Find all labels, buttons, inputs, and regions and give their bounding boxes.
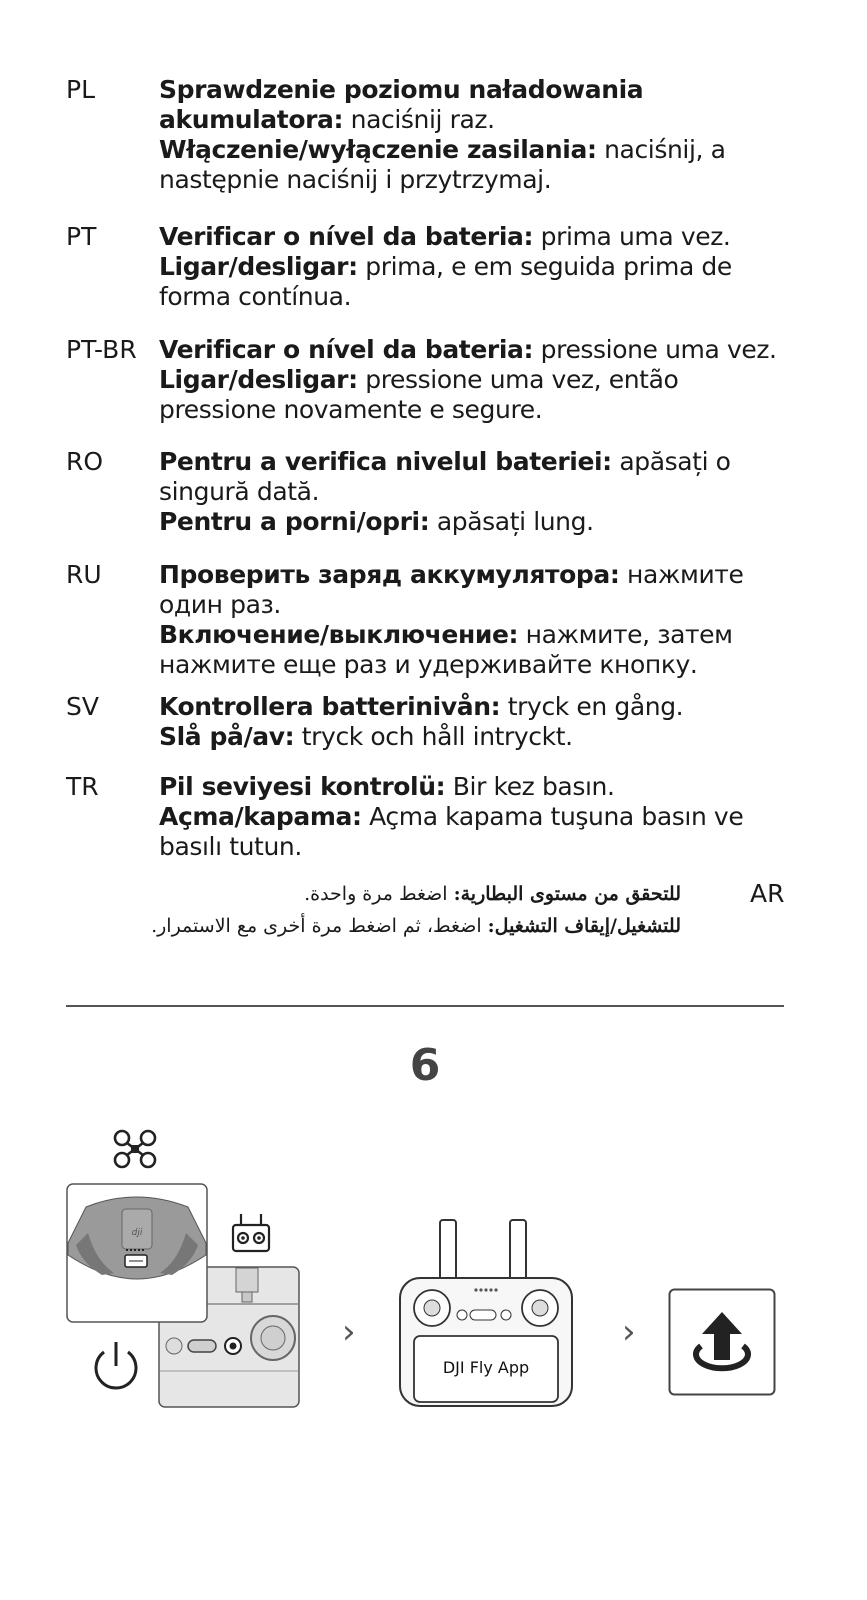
remote-controller-icon xyxy=(230,1212,272,1254)
language-code: SV xyxy=(66,692,99,721)
language-code: RO xyxy=(66,447,104,476)
entry-body: Pentru a verifica nivelul bateriei: apăsați o singură dată. Pentru a porni/opri: apăsați lung. xyxy=(159,447,731,536)
power-icon xyxy=(90,1338,142,1394)
language-code: PL xyxy=(66,75,96,104)
entry-body: Kontrollera batterinivån: tryck en gång. Slå på/av: tryck och håll intryckt. xyxy=(159,692,684,751)
chevron-right-icon: › xyxy=(622,1312,636,1352)
entry-body: Sprawdzenie poziomu naładowania akumulatora: naciśnij raz. Włączenie/wyłączenie zasilania: naciśnij, a następnie naciśnij i przytrzymaj. xyxy=(159,75,726,194)
entry-body: Pil seviyesi kontrolü: Bir kez basın. Açma/kapama: Açma kapama tuşuna basın ve basılı tutun. xyxy=(159,772,744,861)
drone-closeup xyxy=(66,1183,208,1323)
language-code: TR xyxy=(66,772,99,801)
language-code: PT-BR xyxy=(66,335,137,364)
language-code-ar: AR xyxy=(750,879,785,908)
drone-icon xyxy=(112,1128,158,1170)
entry-body: Verificar o nível da bateria: prima uma vez. Ligar/desligar: prima, e em seguida prima de forma contínua. xyxy=(159,222,732,311)
app-label: DJI Fly App xyxy=(442,1358,530,1377)
firmware-upload-icon xyxy=(668,1288,776,1396)
step-number: 6 xyxy=(409,1040,441,1091)
language-code: PT xyxy=(66,222,97,251)
entry-body: Verificar o nível da bateria: pressione uma vez. Ligar/desligar: pressione uma vez, então pressione novamente e segure. xyxy=(159,335,777,424)
remote-controller-screen xyxy=(396,1218,576,1408)
language-code: RU xyxy=(66,560,102,589)
entry-body: Проверить заряд аккумулятора: нажмите один раз. Включение/выключение: нажмите, затем нажмите еще раз и удерживайте кнопку. xyxy=(159,560,744,679)
chevron-right-icon: › xyxy=(342,1312,356,1352)
section-divider xyxy=(66,1005,784,1007)
entry-ar: للتحقق من مستوى البطارية: اضغط مرة واحدة. للتشغيل/إيقاف التشغيل: اضغط، ثم اضغط مرة أخرى مع الاستمرار. xyxy=(151,883,681,937)
brand-logo: dji xyxy=(131,1228,143,1238)
